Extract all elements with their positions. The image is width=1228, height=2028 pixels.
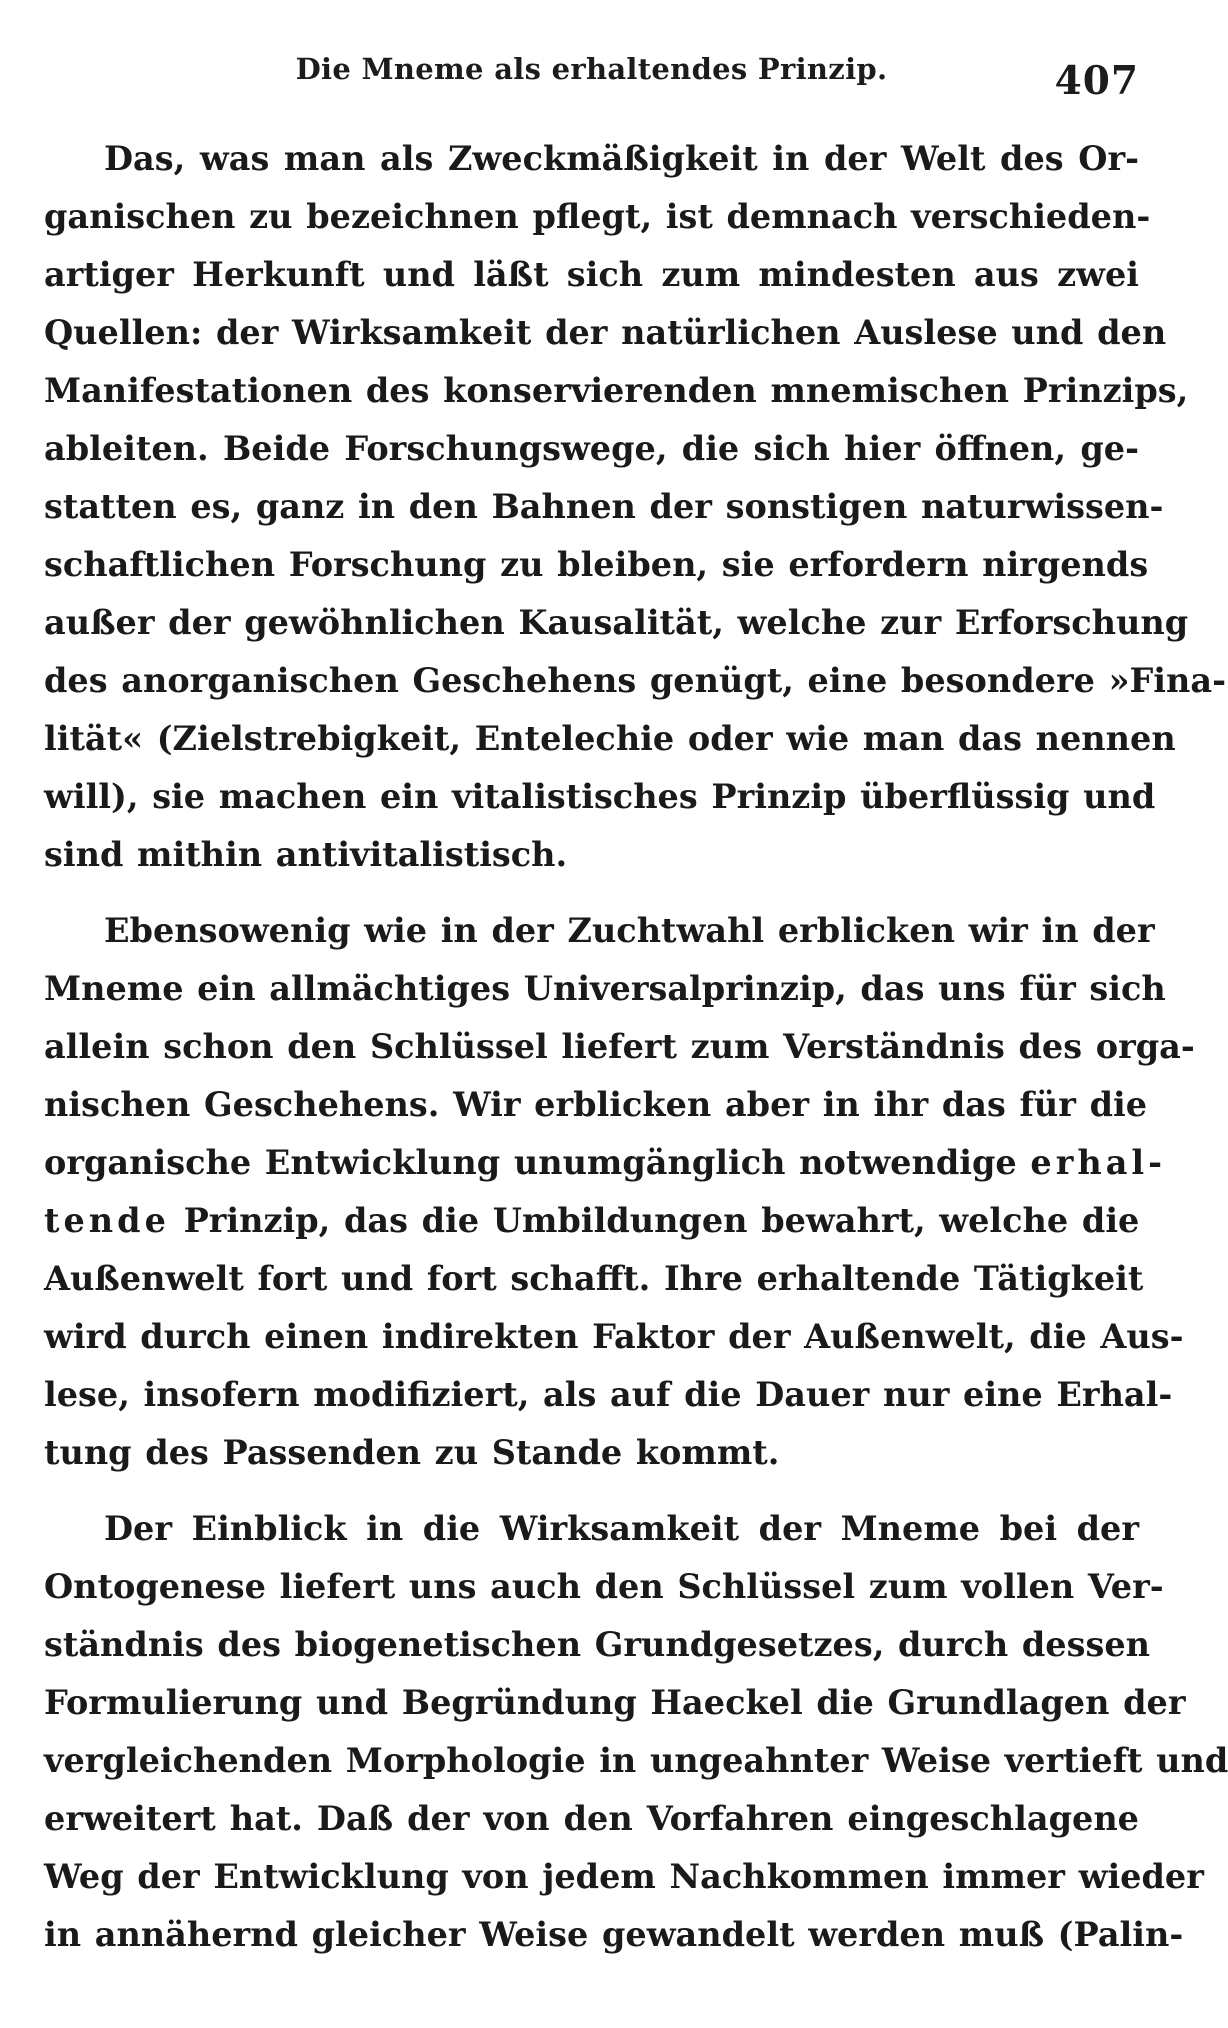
text-line: des anorganischen Geschehens genügt, eine besondere »Fina- bbox=[44, 661, 1226, 700]
paragraph-1 bbox=[44, 130, 1226, 884]
text-line: tung des Passenden zu Stande kommt. bbox=[44, 1433, 780, 1472]
text-line: artiger Herkunft und läßt sich zum mindesten aus zwei bbox=[44, 255, 1139, 294]
text-line: ständnis des biogenetischen Grundgesetzes, durch dessen bbox=[44, 1625, 1151, 1664]
text-line bbox=[44, 1134, 1167, 1192]
text-segment: organische Entwicklung unumgänglich notwendige bbox=[44, 1143, 1017, 1182]
text-line: will), sie machen ein vitalistisches Prinzip überflüssig und bbox=[44, 777, 1156, 816]
text-line: wird durch einen indirekten Faktor der Außenwelt, die Aus- bbox=[44, 1317, 1184, 1356]
text-line: Ebensowenig wie in der Zuchtwahl erblicken wir in der bbox=[104, 911, 1155, 950]
paragraph-2 bbox=[44, 902, 1195, 1482]
text-line: Weg der Entwicklung von jedem Nachkommen immer wieder bbox=[44, 1857, 1204, 1896]
text-line: Der Einblick in die Wirksamkeit der Mneme bei der bbox=[104, 1509, 1139, 1548]
text-line: Das, was man als Zweckmäßigkeit in der Welt des Or- bbox=[104, 139, 1139, 178]
text-line: sind mithin antivitalistisch. bbox=[44, 835, 568, 874]
text-line: außer der gewöhnlichen Kausalität, welche zur Erforschung bbox=[44, 603, 1189, 642]
text-line: Ontogenese liefert uns auch den Schlüssel zum vollen Ver- bbox=[44, 1567, 1164, 1606]
running-head bbox=[44, 44, 1139, 114]
text-line: ableiten. Beide Forschungswege, die sich hier öffnen, ge- bbox=[44, 429, 1139, 468]
running-title: Die Mneme als erhaltendes Prinzip. bbox=[295, 52, 888, 86]
text-line: erweitert hat. Daß der von den Vorfahren eingeschlagene bbox=[44, 1799, 1139, 1838]
text-line: schaftlichen Forschung zu bleiben, sie erfordern nirgends bbox=[44, 545, 1149, 584]
page-number: 407 bbox=[1054, 58, 1139, 104]
text-line: vergleichenden Morphologie in ungeahnter Weise vertieft und bbox=[44, 1741, 1228, 1780]
emphasis-word: tende bbox=[44, 1201, 170, 1240]
body-text bbox=[44, 130, 1228, 1982]
text-line: Quellen: der Wirksamkeit der natürlichen Auslese und den bbox=[44, 313, 1167, 352]
text-segment: Prinzip, das die Umbildungen bewahrt, welche die bbox=[183, 1201, 1140, 1240]
text-line: lese, insofern modifiziert, als auf die Dauer nur eine Erhal- bbox=[44, 1375, 1173, 1414]
text-line: in annähernd gleicher Weise gewandelt werden muß (Palin- bbox=[44, 1915, 1184, 1954]
text-line: Mneme ein allmächtiges Universalprinzip, das uns für sich bbox=[44, 969, 1166, 1008]
text-line: Formulierung und Begründung Haeckel die Grundlagen der bbox=[44, 1683, 1186, 1722]
emphasis-word: erhal- bbox=[1030, 1143, 1167, 1182]
text-line: allein schon den Schlüssel liefert zum Verständnis des orga- bbox=[44, 1027, 1195, 1066]
text-line: Außenwelt fort und fort schafft. Ihre erhaltende Tätigkeit bbox=[44, 1259, 1144, 1298]
text-line: Manifestationen des konservierenden mnemischen Prinzips, bbox=[44, 371, 1189, 410]
text-line: statten es, ganz in den Bahnen der sonstigen naturwissen- bbox=[44, 487, 1164, 526]
text-line bbox=[44, 1192, 1139, 1250]
text-line: lität« (Zielstrebigkeit, Entelechie oder wie man das nennen bbox=[44, 719, 1176, 758]
paragraph-3 bbox=[44, 1500, 1228, 1964]
text-line: ganischen zu bezeichnen pflegt, ist demnach verschieden- bbox=[44, 197, 1151, 236]
text-line: nischen Geschehens. Wir erblicken aber in ihr das für die bbox=[44, 1085, 1148, 1124]
